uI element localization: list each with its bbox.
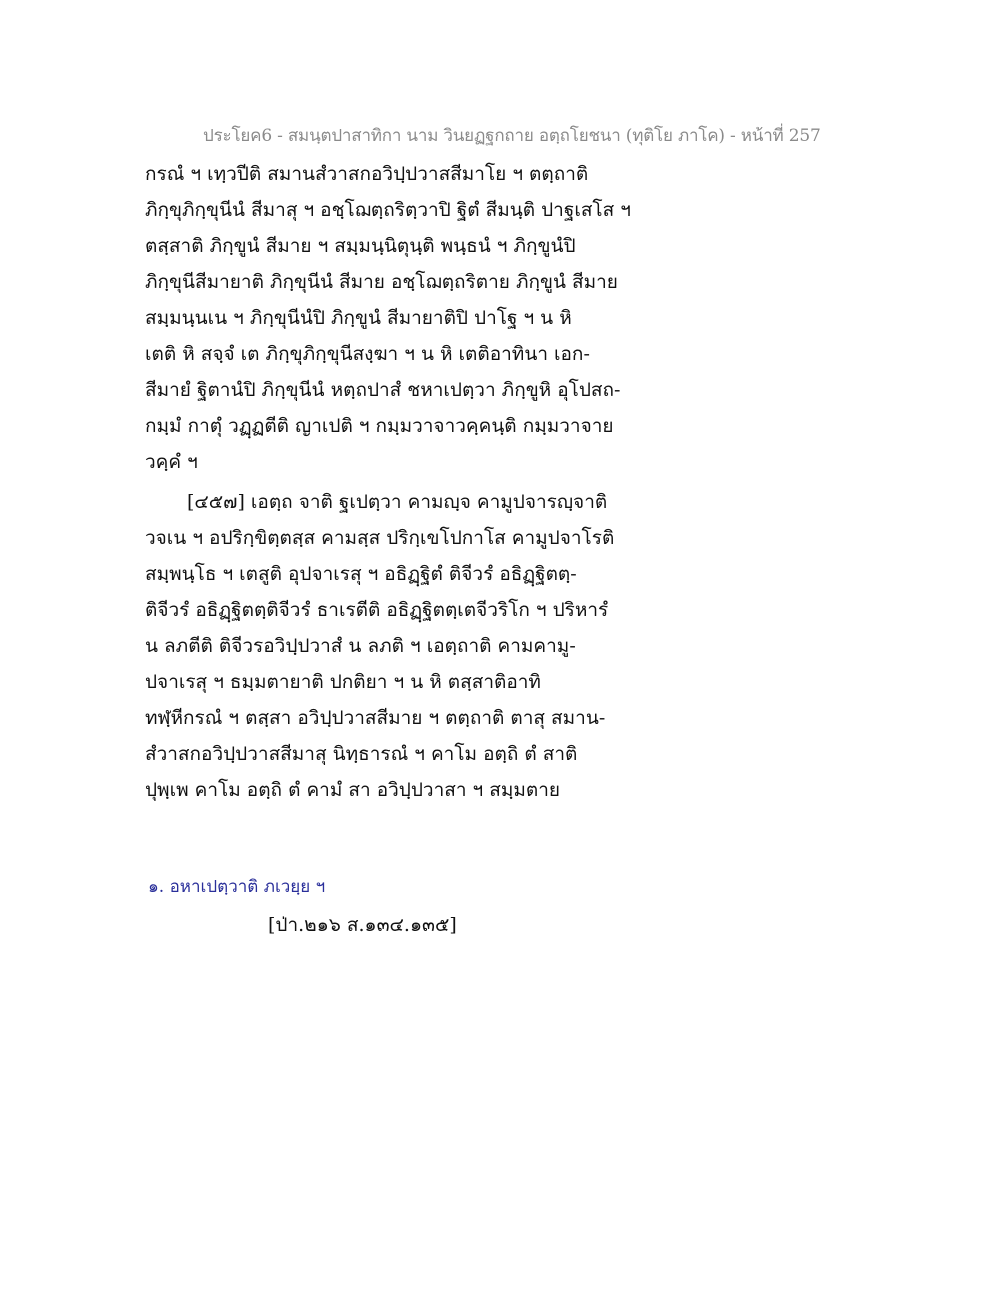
text-line-6: เตติ หิ สจฺจํ เต ภิกฺขุภิกฺขุนีสงฺฆา ฯ น หิ เตติอาทินา เอก-: [145, 343, 590, 365]
text-line-16: ทฬฺหีกรณํ ฯ ตสฺสา อวิปฺปวาสสีมาย ฯ ตตฺถาติ ตาสุ สมาน-: [145, 707, 606, 729]
text-line-5: สมฺมนฺนเน ฯ ภิกฺขุนีนํปิ ภิกฺขูนํ สีมายาติปิ ปาโฐ ฯ น หิ: [145, 307, 572, 329]
text-line-17: สํวาสกอวิปฺปวาสสีมาสุ นิทฺธารณํ ฯ คาโม อตฺถิ ตํ สาติ: [145, 743, 578, 765]
text-line-2: ภิกฺขุภิกฺขุนีนํ สีมาสุ ฯ อชฺโฌตฺถริตฺวาปิ ฐิตํ สีมนฺติ ปาฐเสโส ฯ: [145, 199, 631, 221]
body-text: [145, 156, 645, 808]
text-line-15: ปจาเรสุ ฯ ธมฺมตายาติ ปกติยา ฯ น หิ ตสฺสาติอาทิ: [145, 671, 541, 693]
text-line-11: วจเน ฯ อปริกฺขิตฺตสฺส คามสฺส ปริกฺเขโปกาโส คามูปจาโรติ: [145, 527, 615, 549]
text-line-8: กมฺมํ กาตุํ วฏฺฏตีติ ญาเปติ ฯ กมฺมวาจาวคฺคนฺติ กมฺมวาจาย: [145, 415, 614, 437]
text-line-9: วคฺคํ ฯ: [145, 451, 198, 473]
text-line-18: ปุพฺเพ คาโม อตฺถิ ตํ คามํ สา อวิปฺปวาสา ฯ สมฺมตาย: [145, 779, 561, 801]
text-line-3: ตสฺสาติ ภิกฺขูนํ สีมาย ฯ สมฺมนฺนิตุนฺติ พนฺธนํ ฯ ภิกฺขูนํปิ: [145, 235, 576, 257]
text-line-4: ภิกฺขุนีสีมายาติ ภิกฺขุนีนํ สีมาย อชฺโฌตฺถริตาย ภิกฺขูนํ สีมาย: [145, 271, 618, 293]
text-line-12: สมฺพนฺโธ ฯ เตสูติ อุปจาเรสุ ฯ อธิฏฺฐิตํ ติจีวรํ อธิฏฺฐิตตฺ-: [145, 563, 577, 585]
footnote: ๑. อหาเปตฺวาติ ภเวยฺย ฯ: [148, 877, 326, 897]
text-line-10: [๔๕๗] เอตฺถ จาติ ฐเปตฺวา คามญฺจ คามูปจารญฺจาติ: [187, 491, 608, 513]
text-line-7: สีมายํ ฐิตานํปิ ภิกฺขุนีนํ หตฺถปาสํ ชหาเปตฺวา ภิกฺขูหิ อุโปสถ-: [145, 379, 621, 401]
text-line-13: ติจีวรํ อธิฏฺฐิตตฺติจีวรํ ธาเรตีติ อธิฏฺฐิตตฺเตจีวริโก ฯ ปริหารํ: [145, 599, 609, 621]
text-line-14: น ลภตีติ ติจีวรอวิปฺปวาสํ น ลภติ ฯ เอตฺถาติ คามคามู-: [145, 635, 576, 657]
text-line-1: กรณํ ฯ เทฺวปีติ สมานสํวาสกอวิปฺปวาสสีมาโย ฯ ตตฺถาติ: [145, 163, 589, 185]
page-header: ประโยค6 - สมนฺตปาสาทิกา นาม วินยฏฐกถาย อตฺถโยชนา (ทุติโย ภาโค) - หน้าที่ 257: [203, 126, 821, 146]
page-reference: [ป่า.๒๑๖ ส.๑๓๔.๑๓๕]: [268, 914, 457, 936]
